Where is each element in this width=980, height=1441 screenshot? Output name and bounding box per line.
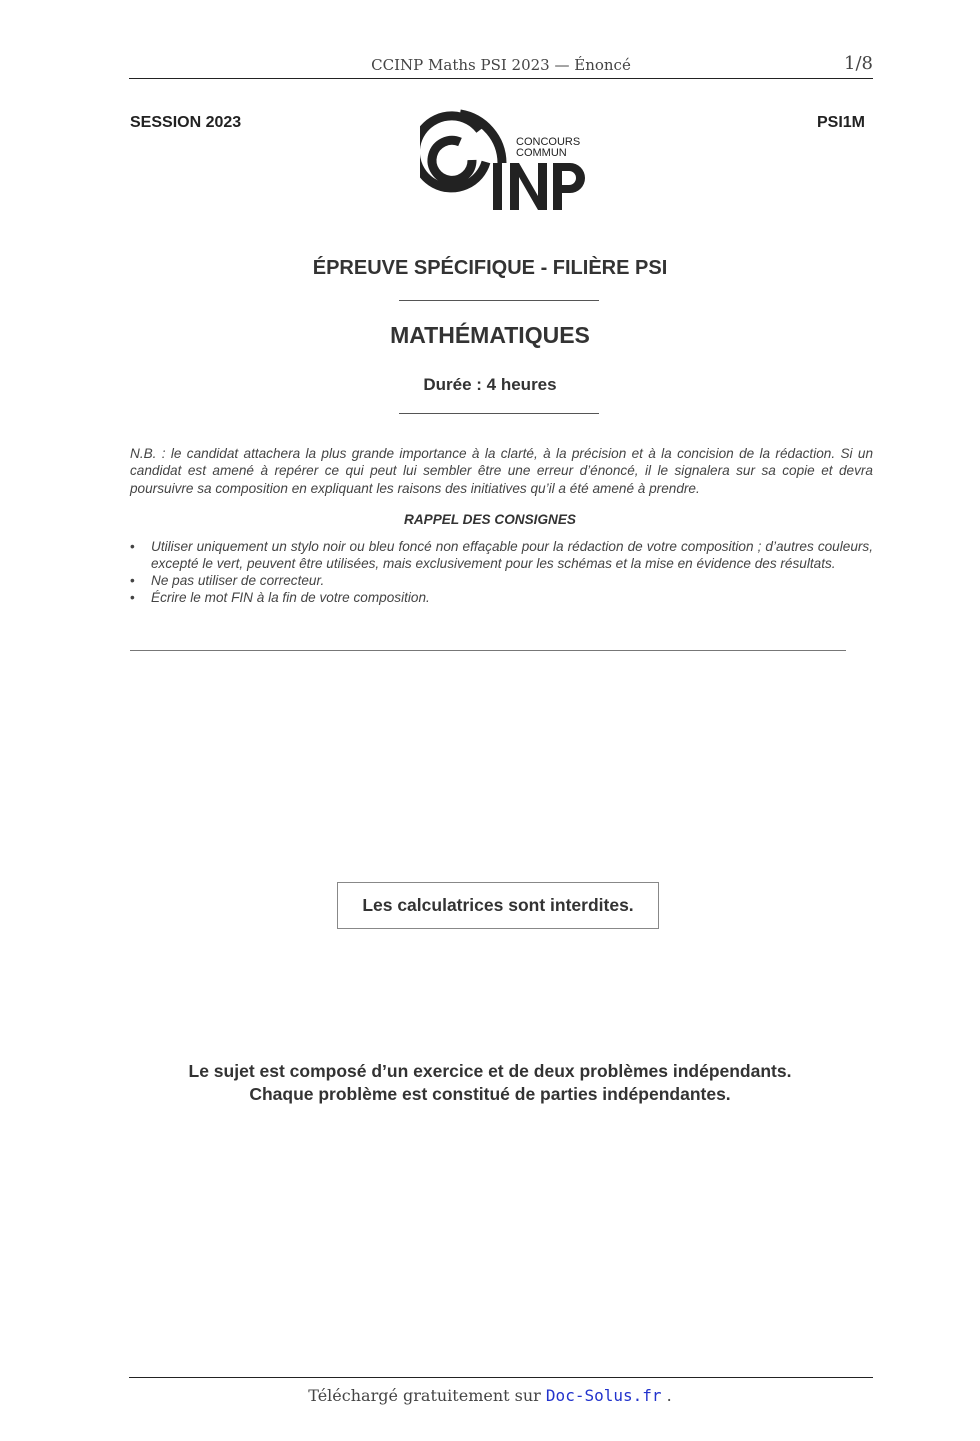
list-item: [130, 589, 873, 606]
composition-note: [0, 1060, 980, 1106]
ccinp-logo: [420, 108, 590, 214]
subject-title: MATHÉMATIQUES: [390, 322, 590, 348]
logo-text-commun: COMMUN: [516, 147, 567, 159]
running-header-title: CCINP Maths PSI 2023 — Énoncé: [371, 56, 631, 74]
doc-solus-link[interactable]: Doc-Solus.fr: [545, 1386, 662, 1405]
page-number: 1/8: [844, 53, 873, 74]
duration-divider: [399, 413, 599, 414]
nb-paragraph: N.B. : le candidat attachera la plus grande importance à la clarté, à la précision et à la concision de la rédaction. Si un candidat est amené à repérer ce qui peut lui sembler être une erreur d’énoncé, il le signalera sur sa copie et devra poursuivre sa composition en expliquant les raisons des initiatives qu’il a été amené à prendre.: [130, 446, 873, 496]
rappel-heading: RAPPEL DES CONSIGNES: [404, 512, 576, 527]
footer-divider: [129, 1377, 873, 1378]
epreuve-heading: ÉPREUVE SPÉCIFIQUE - FILIÈRE PSI: [312, 257, 668, 279]
footer-prefix: Téléchargé gratuitement sur: [308, 1386, 541, 1405]
rule-text: Utiliser uniquement un stylo noir ou bleu foncé non effaçable pour la rédaction de votre composition ; d’autres couleurs, excepté le vert, peuvent être utilisées, mais exclusivement pour les schémas et la mise en évidence des résultats.: [151, 539, 873, 571]
rules-list: [130, 538, 873, 606]
section-divider: [130, 650, 846, 651]
calculator-notice: [337, 882, 659, 929]
footer: [0, 1386, 980, 1405]
list-item: [130, 538, 873, 572]
duration-label: Durée : 4 heures: [423, 375, 557, 394]
composition-line-1: Le sujet est composé d’un exercice et de deux problèmes indépendants.: [188, 1061, 792, 1081]
rule-text: Ne pas utiliser de correcteur.: [151, 573, 325, 588]
calculator-notice-text: Les calculatrices sont interdites.: [362, 895, 634, 915]
bullet-icon: •: [130, 539, 135, 554]
logo-text-concours: CONCOURS: [516, 136, 581, 148]
rule-text: Écrire le mot FIN à la fin de votre composition.: [151, 590, 430, 605]
heading-divider: [399, 300, 599, 301]
footer-suffix: .: [666, 1386, 672, 1405]
exam-code: PSI1M: [816, 114, 865, 131]
running-header: [129, 52, 873, 79]
bullet-icon: •: [130, 573, 135, 588]
session-label: SESSION 2023: [130, 114, 242, 131]
composition-line-2: Chaque problème est constitué de parties indépendantes.: [249, 1084, 731, 1104]
list-item: [130, 572, 873, 589]
bullet-icon: •: [130, 590, 135, 605]
